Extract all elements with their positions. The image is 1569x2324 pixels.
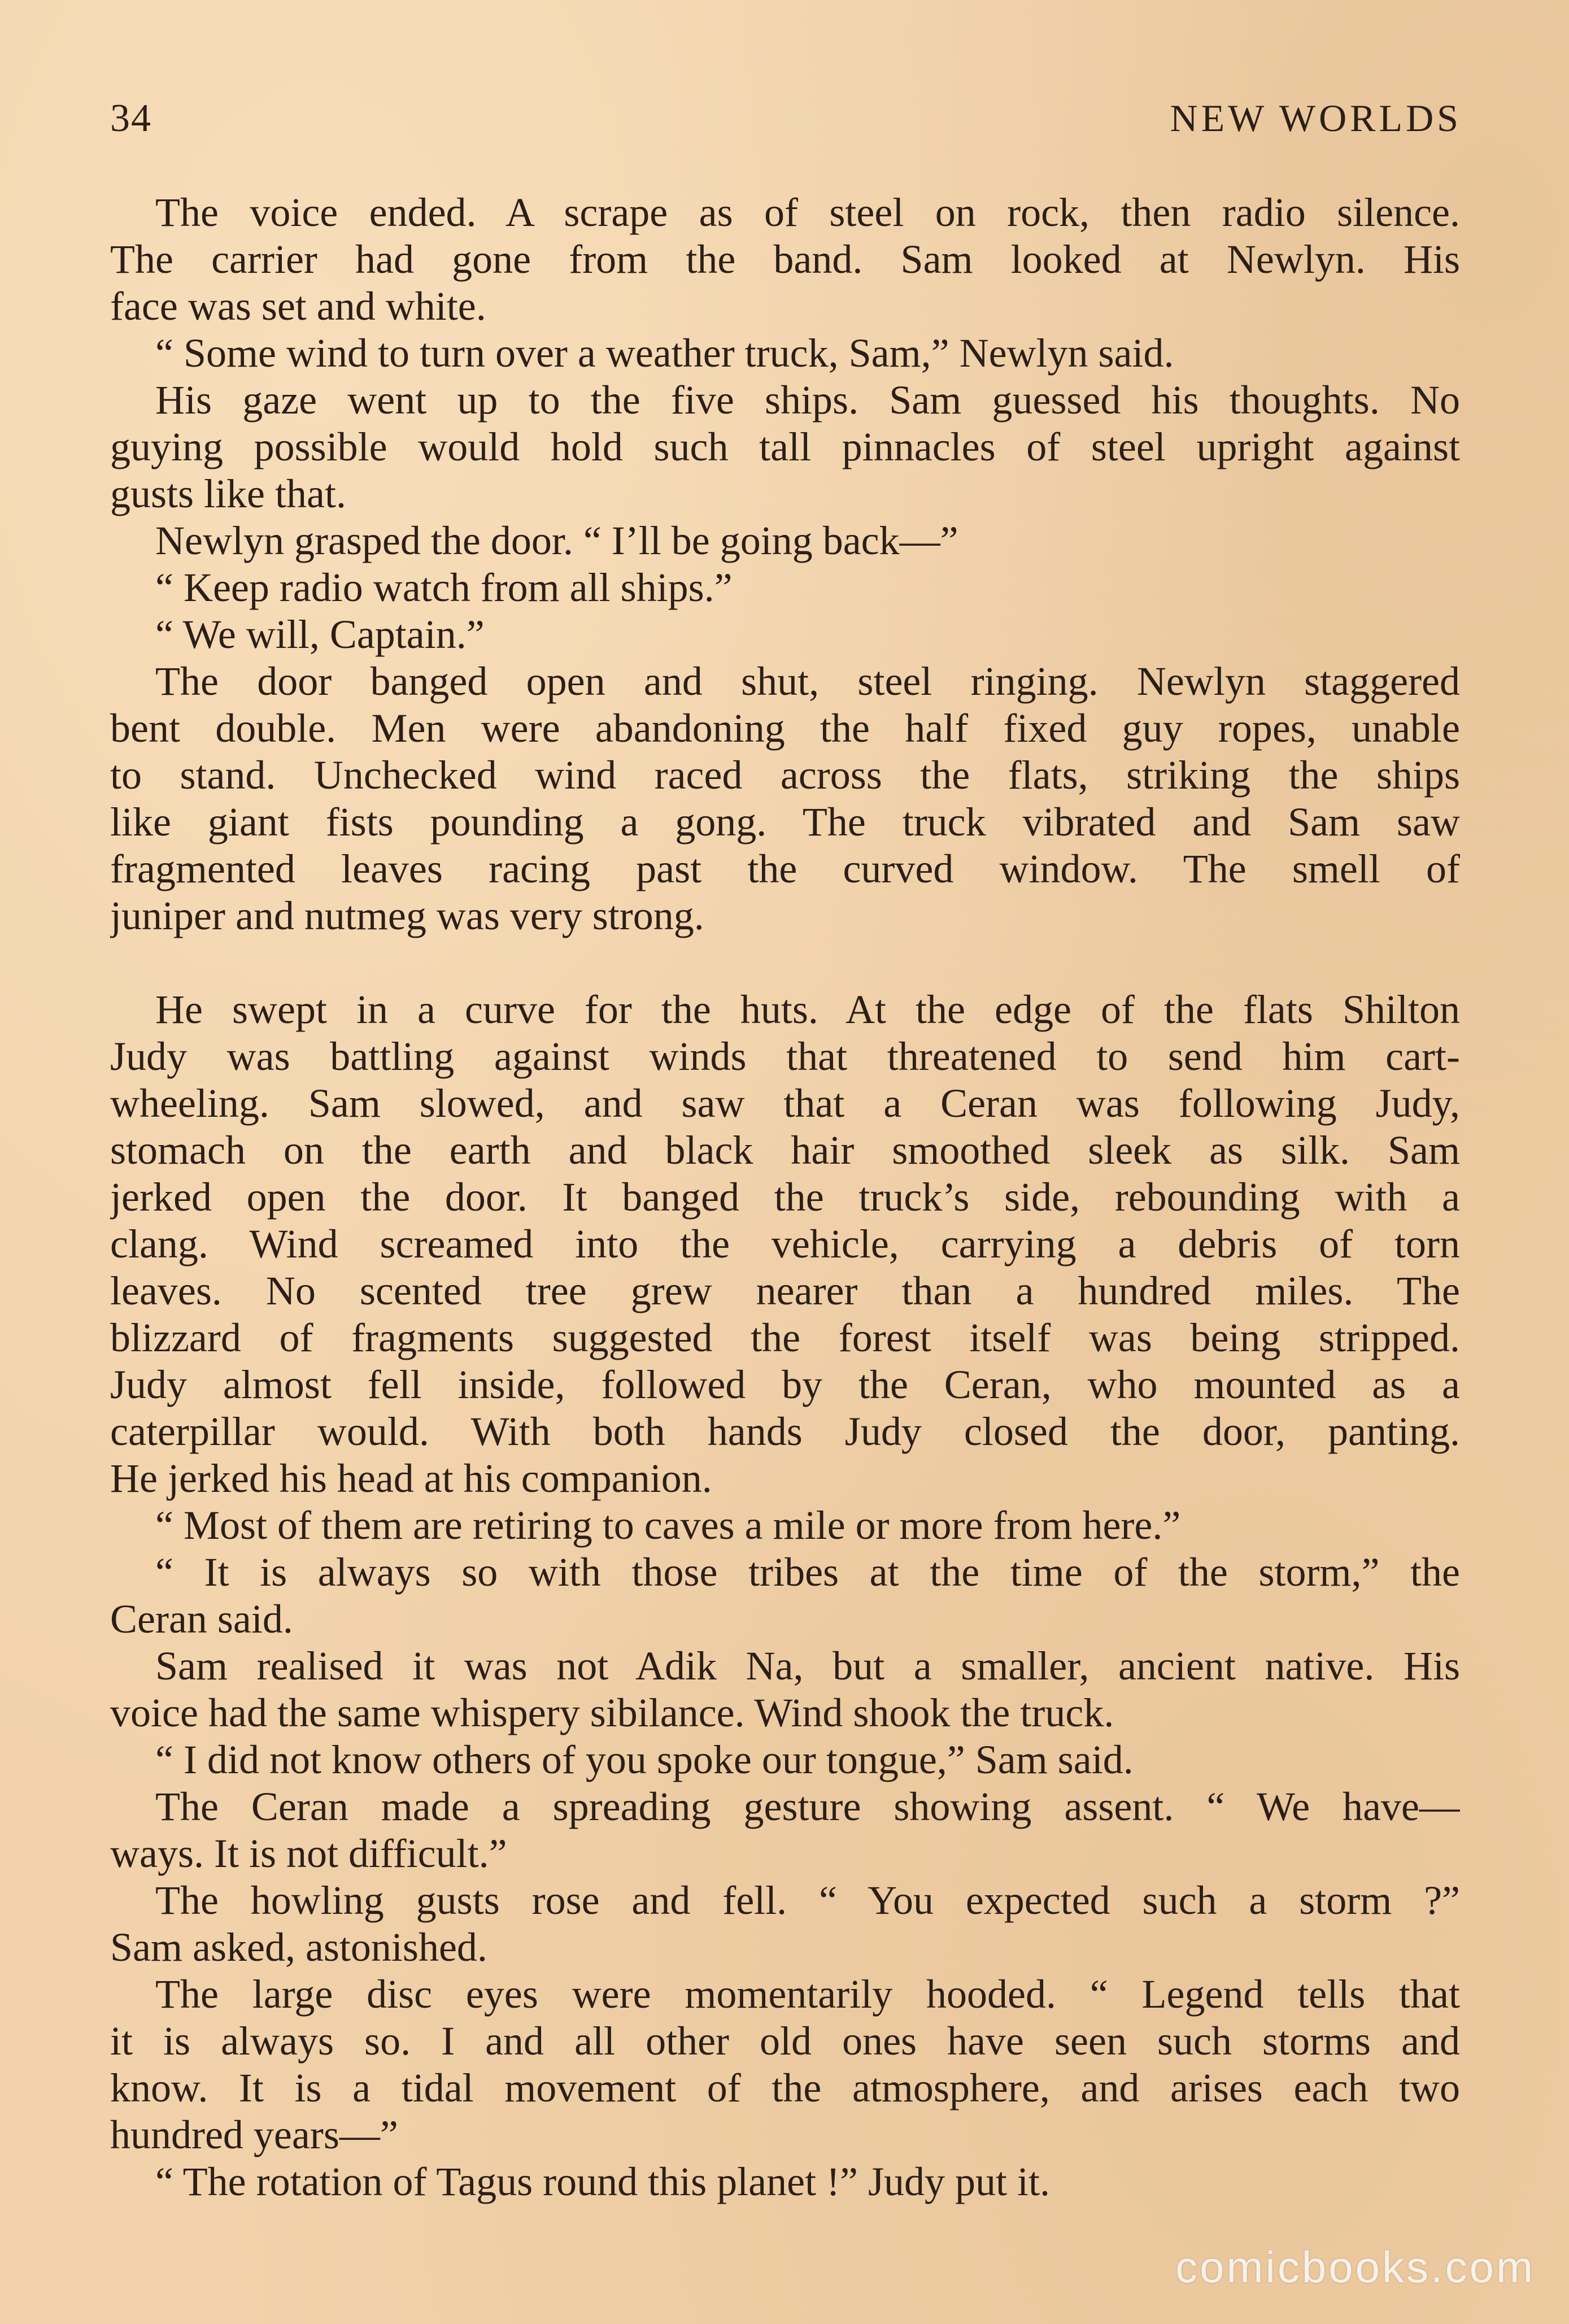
text-line: caterpillar would. With both hands Judy closed the door, panting. [110, 1409, 1460, 1454]
text-line: The howling gusts rose and fell. “ You expected such a storm ?” [155, 1878, 1460, 1923]
text-line: to stand. Unchecked wind raced across the flats, striking the ships [110, 752, 1460, 798]
text-line: hundred years—” [110, 2112, 398, 2157]
text-line: The Ceran made a spreading gesture showing assent. “ We have— [155, 1784, 1460, 1829]
text-line: blizzard of fragments suggested the forest itself was being stripped. [110, 1315, 1460, 1360]
text-line: leaves. No scented tree grew nearer than a hundred miles. The [110, 1268, 1460, 1313]
text-line: wheeling. Sam slowed, and saw that a Ceran was following Judy, [110, 1081, 1460, 1126]
text-line: “ We will, Captain.” [155, 612, 485, 657]
text-line: The voice ended. A scrape as of steel on rock, then radio silence. [155, 190, 1460, 235]
text-line: “ I did not know others of you spoke our tongue,” Sam said. [155, 1737, 1134, 1782]
body-text [110, 189, 1460, 2205]
text-line: The door banged open and shut, steel ringing. Newlyn staggered [155, 659, 1460, 704]
text-line: juniper and nutmeg was very strong. [110, 893, 704, 938]
text-line: “ It is always so with those tribes at the time of the storm,” the [155, 1550, 1460, 1595]
text-line: “ Most of them are retiring to caves a mile or more from here.” [155, 1503, 1181, 1548]
text-line: it is always so. I and all other old ones have seen such storms and [110, 2018, 1460, 2064]
text-line: “ Some wind to turn over a weather truck, Sam,” Newlyn said. [155, 330, 1174, 376]
text-section-1 [110, 189, 1460, 939]
text-line: like giant fists pounding a gong. The truck vibrated and Sam saw [110, 799, 1460, 845]
text-line: Ceran said. [110, 1596, 293, 1642]
text-line: Sam asked, astonished. [110, 1925, 487, 1970]
text-line: voice had the same whispery sibilance. Wind shook the truck. [110, 1690, 1114, 1735]
text-line: fragmented leaves racing past the curved window. The smell of [110, 846, 1460, 891]
section-break [110, 939, 1460, 986]
text-line: The carrier had gone from the band. Sam looked at Newlyn. His [110, 237, 1460, 282]
text-line: His gaze went up to the five ships. Sam guessed his thoughts. No [155, 377, 1460, 423]
text-section-2 [110, 986, 1460, 2205]
text-line: The large disc eyes were momentarily hooded. “ Legend tells that [155, 1972, 1460, 2017]
text-line: bent double. Men were abandoning the half fixed guy ropes, unable [110, 706, 1460, 751]
text-line: guying possible would hold such tall pinnacles of steel upright against [110, 424, 1460, 469]
page-header [110, 96, 1462, 153]
text-line: stomach on the earth and black hair smoothed sleek as silk. Sam [110, 1128, 1460, 1173]
text-line: clang. Wind screamed into the vehicle, carrying a debris of torn [110, 1221, 1460, 1267]
text-line: He jerked his head at his companion. [110, 1456, 712, 1501]
running-head: NEW WORLDS [1170, 97, 1462, 140]
text-line: face was set and white. [110, 284, 486, 329]
text-line: Newlyn grasped the door. “ I’ll be going back—” [155, 518, 958, 563]
text-line: ways. It is not difficult.” [110, 1831, 507, 1876]
page-number: 34 [110, 97, 152, 140]
text-line: “ Keep radio watch from all ships.” [155, 565, 733, 610]
text-line: gusts like that. [110, 471, 346, 516]
text-line: Judy almost fell inside, followed by the Ceran, who mounted as a [110, 1362, 1460, 1407]
text-line: know. It is a tidal movement of the atmosphere, and arises each two [110, 2065, 1460, 2110]
text-line: He swept in a curve for the huts. At the edge of the flats Shilton [155, 987, 1460, 1032]
text-line: jerked open the door. It banged the truck’s side, rebounding with a [110, 1174, 1460, 1220]
text-line: “ The rotation of Tagus round this planet !” Judy put it. [155, 2159, 1051, 2204]
text-line: Judy was battling against winds that threatened to send him cart- [110, 1034, 1460, 1079]
text-line: Sam realised it was not Adik Na, but a smaller, ancient native. His [155, 1643, 1460, 1688]
watermark: comicbooks.com [1175, 2242, 1535, 2292]
